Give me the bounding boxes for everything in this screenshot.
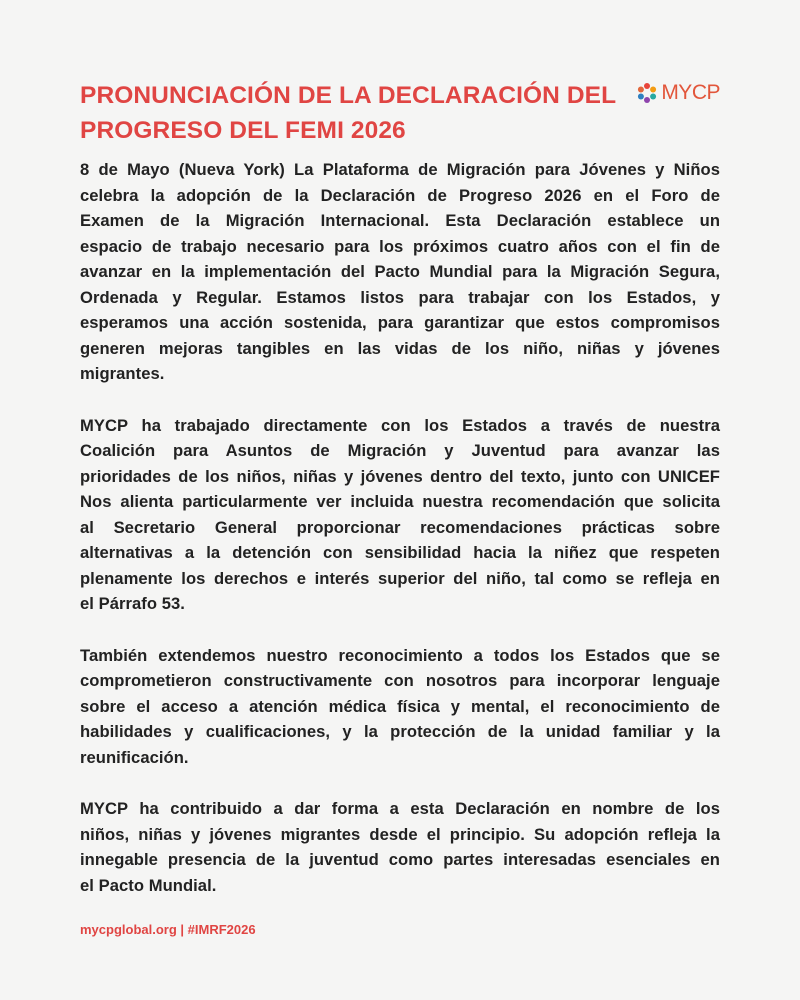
paragraph-line: Ordenada y Regular. Estamos listos para trabajar con los Estados, y <box>80 287 720 307</box>
footer-text: mycpglobal.org | #IMRF2026 <box>80 922 256 937</box>
paragraph-3 <box>80 643 720 771</box>
paragraph-line: prioridades de los niños, niñas y jóvenes dentro del texto, junto con UNICEF <box>80 466 720 486</box>
paragraph-line: el Párrafo 53. <box>80 594 185 613</box>
paragraph-line: MYCP ha contribuido a dar forma a esta Declaración en nombre de los <box>80 799 720 818</box>
paragraph-1 <box>80 157 720 387</box>
paragraph-line: innegable presencia de la juventud como partes interesadas esenciales en <box>80 850 720 869</box>
paragraph-line: reunificación. <box>80 747 189 767</box>
mycp-logo <box>636 81 720 105</box>
paragraph-line: niños, niñas y jóvenes migrantes desde el principio. Su adopción refleja la <box>80 824 720 844</box>
paragraph-line: al Secretario General proporcionar recomendaciones prácticas sobre <box>80 517 720 537</box>
paragraph-line: esperamos una acción sostenida, para garantizar que estos compromisos <box>80 313 720 332</box>
statement-body <box>80 157 720 898</box>
logo-text: MYCP <box>661 81 720 104</box>
paragraph-line: migrantes. <box>80 364 165 383</box>
paragraph-line: avanzar en la implementación del Pacto Mundial para la Migración Segura, <box>80 262 720 281</box>
paragraph-line: plenamente los derechos e interés superior del niño, tal como se refleja en <box>80 568 720 588</box>
paragraph-line: habilidades y cualificaciones, y la protección de la unidad familiar y la <box>80 722 720 741</box>
paragraph-line: el Pacto Mundial. <box>80 875 217 895</box>
page-title <box>80 78 640 148</box>
paragraph-line: comprometieron constructivamente con nosotros para incorporar lenguaje <box>80 671 720 690</box>
paragraph-line: Examen de la Migración Internacional. Esta Declaración establece un <box>80 211 720 230</box>
paragraph-line: Nos alienta particularmente ver incluida nuestra recomendación que solicita <box>80 492 720 511</box>
paragraph-line: sobre el acceso a atención médica física y mental, el reconocimiento de <box>80 696 720 716</box>
paragraph-line: espacio de trabajo necesario para los próximos cuatro años con el fin de <box>80 236 720 256</box>
paragraph-4 <box>80 796 720 898</box>
header <box>80 78 720 148</box>
paragraph-2 <box>80 413 720 617</box>
paragraph-line: También extendemos nuestro reconocimiento a todos los Estados que se <box>80 645 720 665</box>
paragraph-line: Coalición para Asuntos de Migración y Juventud para avanzar las <box>80 441 720 460</box>
paragraph-line: generen mejoras tangibles en las vidas de los niño, niñas y jóvenes <box>80 338 720 358</box>
statement-page <box>80 78 720 937</box>
logo-icon <box>636 82 658 104</box>
paragraph-line: 8 de Mayo (Nueva York) La Plataforma de Migración para Jóvenes y Niños <box>80 160 720 179</box>
title-line-2: PROGRESO DEL FEMI 2026 <box>80 117 406 144</box>
paragraph-line: alternativas a la detención con sensibilidad hacia la niñez que respeten <box>80 543 720 562</box>
title-line-1: PRONUNCIACIÓN DE LA DECLARACIÓN DEL <box>80 82 617 109</box>
paragraph-line: celebra la adopción de la Declaración de Progreso 2026 en el Foro de <box>80 185 720 205</box>
paragraph-line: MYCP ha trabajado directamente con los Estados a través de nuestra <box>80 415 720 435</box>
